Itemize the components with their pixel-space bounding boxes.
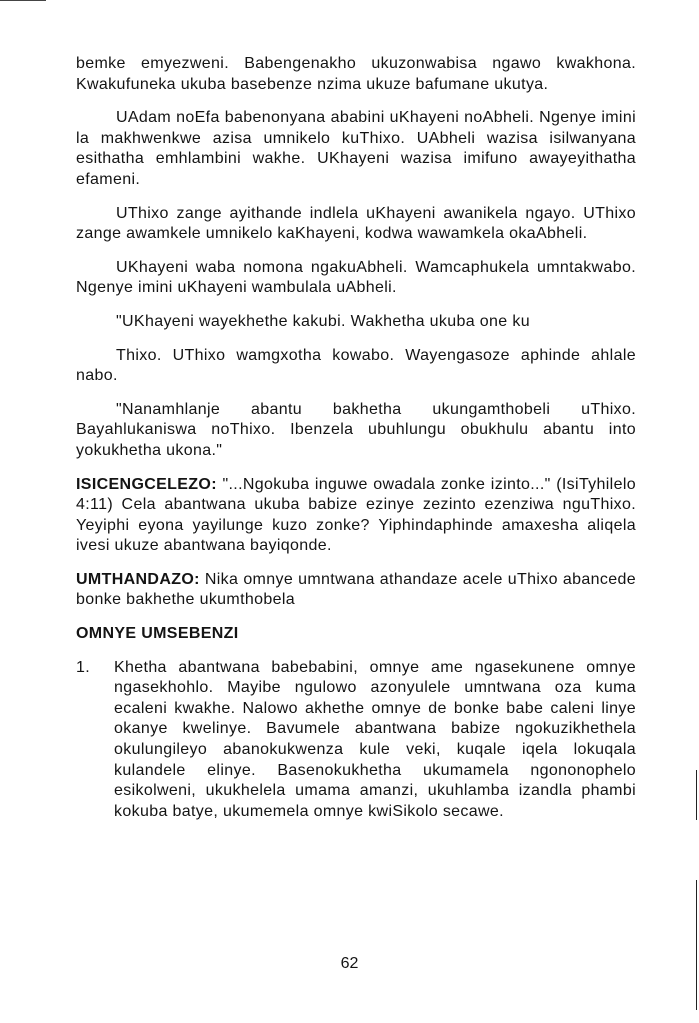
paragraph-1: bemke emyezweni. Babengenakho ukuzonwabisa ngawo kwakhona. Kwakufuneka ukuba basebenze nzima ukuze bafumane ukutya. bbox=[76, 55, 636, 93]
prayer-text: Nika omnye umntwana athandaze acele uThixo abancede bonke bakhethe ukumthobela bbox=[76, 570, 636, 609]
paragraph-6: Thixo. UThixo wamgxotha kowabo. Wayengasoze aphinde ahlale nabo. bbox=[76, 346, 636, 385]
activity-heading: OMNYE UMSEBENZI bbox=[76, 625, 239, 643]
scan-edge-mark bbox=[696, 880, 697, 1010]
memory-verse-text: "...Ngokuba inguwe owadala zonke izinto..." (IsiTyhilelo 4:11) Cela abantwana ukuba babize ezinye zezinto ezenziwa nguThixo. Yeyiphi eyona yayilunge kuzo zonke? Yiphindaphinde amaxesha aliqela ivesi ukuze abantwana bayiqonde. bbox=[76, 475, 636, 555]
list-item-number: 1. bbox=[76, 658, 91, 676]
paragraph-5: "UKhayeni wayekhethe kakubi. Wakhetha ukuba one ku bbox=[116, 312, 530, 330]
page-number: 62 bbox=[340, 955, 359, 972]
memory-verse-label: ISICENGCELEZO: bbox=[76, 475, 217, 493]
page-body bbox=[76, 54, 636, 822]
memory-verse bbox=[76, 475, 636, 557]
scan-edge-mark bbox=[696, 770, 697, 820]
paragraph-2: UAdam noEfa babenonyana ababini uKhayeni noAbheli. Ngenye imini la makhwenkwe azisa umnikelo kuThixo. UAbheli wazisa isilwanyana esithatha emhlambini wakhe. UKhayeni wazisa imifuno awayeyithatha efameni. bbox=[76, 109, 636, 188]
prayer bbox=[76, 570, 636, 611]
list-item-text: Khetha abantwana babebabini, omnye ame ngasekunene omnye ngasekhohlo. Mayibe ngulowo azonyulele umntwana oza kuma ecaleni kwakhe. Nalowo akhethe omnye de bonke babe caleni linye okanye kwelinye. Bavumele abantwana babize ngokuzikhethela okulungileyo abanokukwenza kule veki, kuqale iqela lokuqala kulandele elinye. Basenokukhetha ukumamela ngononophelo esikolweni, ukukhelela umama amanzi, ukuhlamba izandla phambi kokuba batye, ukumemela omnye kwiSikolo secawe. bbox=[114, 658, 636, 820]
list-item bbox=[76, 658, 636, 823]
paragraph-7: "Nanamhlanje abantu bakhetha ukungamthobeli uThixo. Bayahlukaniswa noThixo. Ibenzela ubuhlungu obukhulu abantu into yokukhetha ukona." bbox=[76, 400, 636, 459]
top-edge-rule bbox=[0, 0, 46, 1]
paragraph-3: UThixo zange ayithande indlela uKhayeni awanikela ngayo. UThixo zange awamkele umnikelo kaKhayeni, kodwa wawamkela okaAbheli. bbox=[76, 204, 636, 243]
prayer-label: UMTHANDAZO: bbox=[76, 570, 200, 588]
paragraph-4: UKhayeni waba nomona ngakuAbheli. Wamcaphukela umntakwabo. Ngenye imini uKhayeni wambulala uAbheli. bbox=[76, 258, 636, 297]
